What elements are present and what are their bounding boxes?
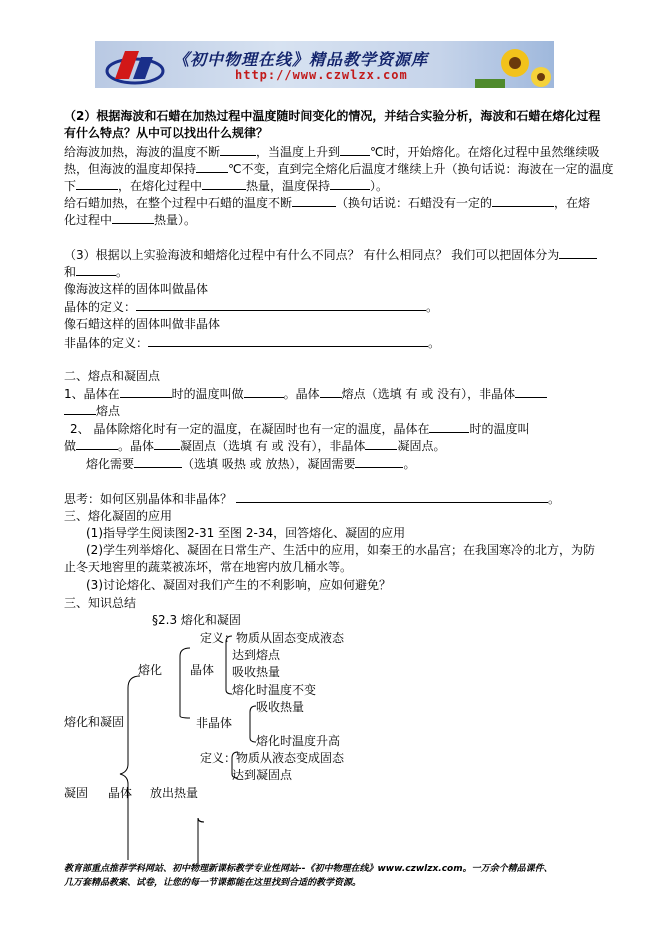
mp-text: 做	[64, 439, 77, 453]
mp-text: 思考：如何区别晶体和非晶体？	[64, 492, 233, 506]
tree-leaf: 吸收热量	[256, 700, 305, 714]
q2-text: （换句话说：石蜡没有一定的	[336, 196, 493, 210]
q2-text: 化过程中	[64, 213, 113, 227]
q3-text: （3）根据以上实验海波和蜡熔化过程中有什么不同点？ 有什么相同点？ 我们可以把固体分为	[64, 248, 560, 262]
tree-leaf: 熔化时温度升高	[256, 734, 341, 748]
tree-leaf: 定义：物质从液态变成固态	[200, 751, 345, 765]
q3-line5: 像石蜡这样的固体叫做非晶体	[64, 317, 221, 331]
tree-leaf: 达到熔点	[232, 648, 281, 662]
mp-text: 。	[548, 492, 561, 506]
mp-text: 时的温度叫	[469, 422, 530, 436]
q2-text: 热量）。	[154, 213, 197, 227]
q3-text: 。	[116, 265, 129, 279]
banner-url: http://www.czwlzx.com	[235, 68, 408, 82]
tree-solid-heat: 放出热量	[150, 786, 199, 800]
mp-text: 凝固点（选填 有 或 没有），非晶体	[180, 439, 366, 453]
q3-text: 。	[428, 336, 441, 350]
summary-subtitle: §2.3 熔化和凝固	[152, 613, 241, 627]
tree-leaf: 定义：物质从固态变成液态	[200, 631, 345, 645]
q2-text: 热量，温度保持	[246, 179, 331, 193]
app-item2-cont: 止冬天地窖里的蔬菜被冻坏，常在地窖内放几桶水等。	[64, 560, 353, 574]
q3-line3: 像海波这样的固体叫做晶体	[64, 282, 209, 296]
mp-text: 熔化需要	[86, 457, 135, 471]
q3-text: 非晶体的定义：	[64, 336, 149, 350]
q2-text: ，当温度上升到	[256, 145, 341, 159]
q2-line2: 有什么特点？从中可以找出什么规律？	[64, 126, 269, 140]
app-item2: (2)学生列举熔化、凝固在日常生产、生活中的应用，如秦王的水晶宫；在我国寒冷的北方，为防	[86, 543, 596, 557]
q2-text: 给石蜡加热，在整个过程中石蜡的温度不断	[64, 196, 293, 210]
tree-leaf: 熔化时温度不变	[232, 683, 317, 697]
q3-text: 和	[64, 265, 77, 279]
footer-line2: 几万套精品教案、试卷，让您的每一节课都能在这里找到合适的教学资源。	[64, 878, 362, 888]
section-heading: 三、知识总结	[64, 596, 137, 610]
mp-text: 凝固点。	[397, 439, 446, 453]
tree-leaf: 吸收热量	[232, 665, 281, 679]
banner-title: 《初中物理在线》精品教学资源库	[173, 50, 429, 69]
q2-text: ℃不变，直到完全熔化后温度才继续上升（换句话说：海波在一定的温度	[228, 162, 614, 176]
q2-text: 热，但海波的温度却保持	[64, 162, 197, 176]
mp-text: 。晶体	[118, 439, 155, 453]
q2-text: ℃时，开始熔化。在熔化过程中虽然继续吸	[370, 145, 600, 159]
tree-melt-crystal: 晶体	[190, 663, 215, 677]
q2-text: 给海波加热，海波的温度不断	[64, 145, 221, 159]
q2-text: ，在熔	[554, 196, 591, 210]
tree-leaf: 达到凝固点	[232, 768, 293, 782]
q2-line1: （2）根据海波和石蜡在加热过程中温度随时间变化的情况，并结合实验分析，海波和石蜡在熔化过程	[64, 109, 601, 123]
tree-solid: 凝固	[64, 786, 89, 800]
app-item3: (3)讨论熔化、凝固对我们产生的不利影响，应如何避免？	[86, 578, 392, 592]
q2-text: ，在熔化过程中	[118, 179, 203, 193]
tree-melt-noncrystal: 非晶体	[196, 716, 233, 730]
mp-text: 。晶体	[283, 387, 320, 401]
section-heading: 三、熔化凝固的应用	[64, 509, 173, 523]
mp-text: 2、 晶体除熔化时有一定的温度，在凝固时也有一定的温度，晶体在	[70, 422, 430, 436]
mp-text: 熔点（选填 有 或 没有），非晶体	[341, 387, 516, 401]
mp-text: 熔点	[96, 404, 121, 418]
q2-text: 下	[64, 179, 77, 193]
footer-line1: 教育部重点推荐学科网站、初中物理新课标教学专业性网站--《初中物理在线》www.czwlzx.com。一万余个精品课件、	[64, 864, 553, 874]
tree-root: 熔化和凝固	[64, 715, 125, 729]
q3-text: 晶体的定义：	[64, 300, 137, 314]
mp-text: 时的温度叫做	[171, 387, 244, 401]
tree-solid-crystal: 晶体	[108, 786, 133, 800]
app-item1: (1)指导学生阅读图2-31 至图 2-34，回答熔化、凝固的应用	[86, 526, 406, 540]
mp-text: 1、晶体在	[64, 387, 120, 401]
q3-text: 。	[426, 300, 439, 314]
section-heading: 二、熔点和凝固点	[64, 369, 161, 383]
tree-melt: 熔化	[138, 663, 163, 677]
mp-text: 。	[403, 457, 416, 471]
mp-text: （选填 吸热 或 放热），凝固需要	[182, 457, 356, 471]
q2-text: ）。	[370, 179, 389, 193]
